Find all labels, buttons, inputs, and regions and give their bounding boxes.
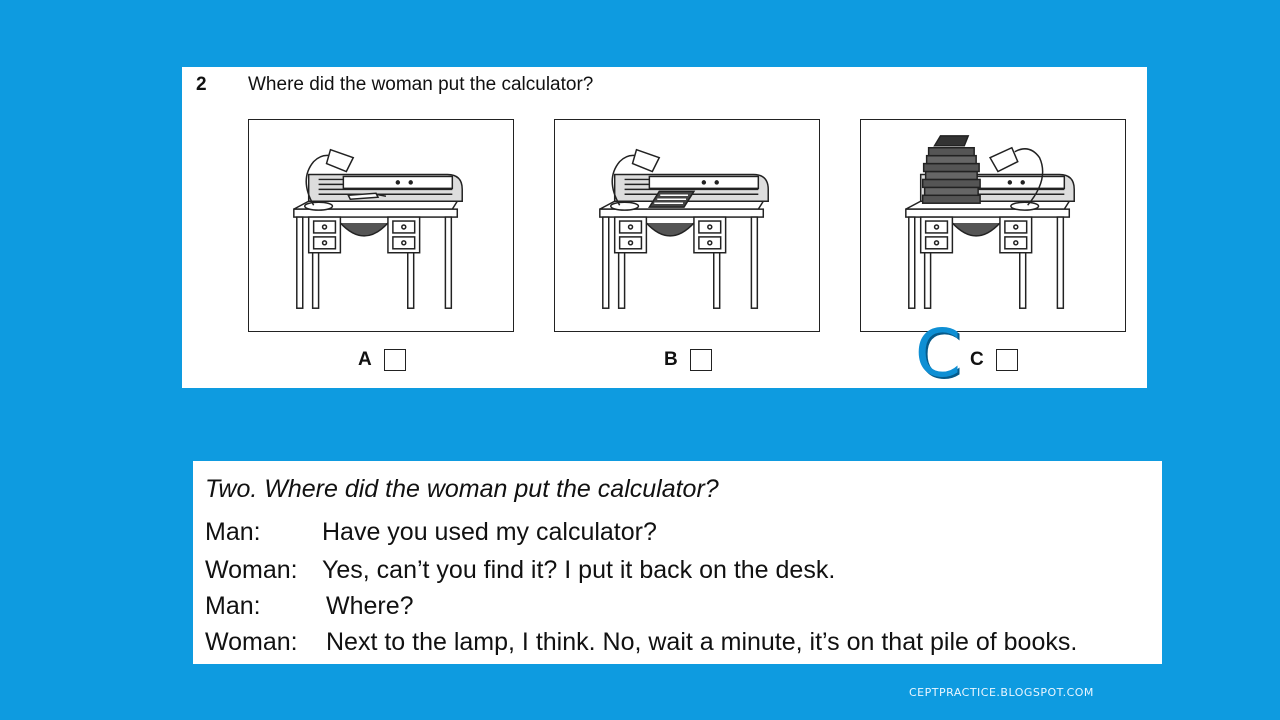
speaker-label: Woman: xyxy=(205,628,298,656)
transcript-line xyxy=(205,518,657,547)
transcript-line xyxy=(205,556,836,585)
option-c-checkbox[interactable] xyxy=(996,349,1018,371)
speaker-label: Man: xyxy=(205,518,261,546)
question-card xyxy=(182,67,1147,392)
picture-a-desk-with-pen xyxy=(248,119,514,332)
speaker-label: Man: xyxy=(205,592,261,620)
option-a-checkbox[interactable] xyxy=(384,349,406,371)
desk-illustration-b xyxy=(555,120,819,331)
question-number: 2 xyxy=(196,74,207,95)
option-a-label: A xyxy=(358,349,372,370)
speech-text: Yes, can’t you find it? I put it back on the desk. xyxy=(322,556,836,584)
option-b-checkbox[interactable] xyxy=(690,349,712,371)
transcript-card xyxy=(193,461,1162,664)
option-c[interactable] xyxy=(970,348,1018,372)
answer-mark: C xyxy=(915,315,962,392)
speech-text: Have you used my calculator? xyxy=(322,518,657,546)
picture-c-desk-with-books xyxy=(860,119,1126,332)
speaker-label: Woman: xyxy=(205,556,298,584)
option-b[interactable] xyxy=(664,348,712,372)
transcript-title: Two. Where did the woman put the calculator? xyxy=(205,475,719,503)
picture-b-desk-with-calculator xyxy=(554,119,820,332)
option-b-label: B xyxy=(664,349,678,370)
speech-text: Next to the lamp, I think. No, wait a minute, it’s on that pile of books. xyxy=(326,628,1078,656)
transcript-line xyxy=(205,592,414,621)
desk-illustration-a xyxy=(249,120,513,331)
desk-illustration-c xyxy=(861,120,1125,331)
footer-credit: CEPTPRACTICE.BLOGSPOT.COM xyxy=(909,686,1094,699)
speech-text: Where? xyxy=(326,592,414,620)
transcript-line xyxy=(205,628,1078,657)
option-a[interactable] xyxy=(358,348,406,372)
question-text: Where did the woman put the calculator? xyxy=(248,74,594,95)
option-c-label: C xyxy=(970,349,984,370)
